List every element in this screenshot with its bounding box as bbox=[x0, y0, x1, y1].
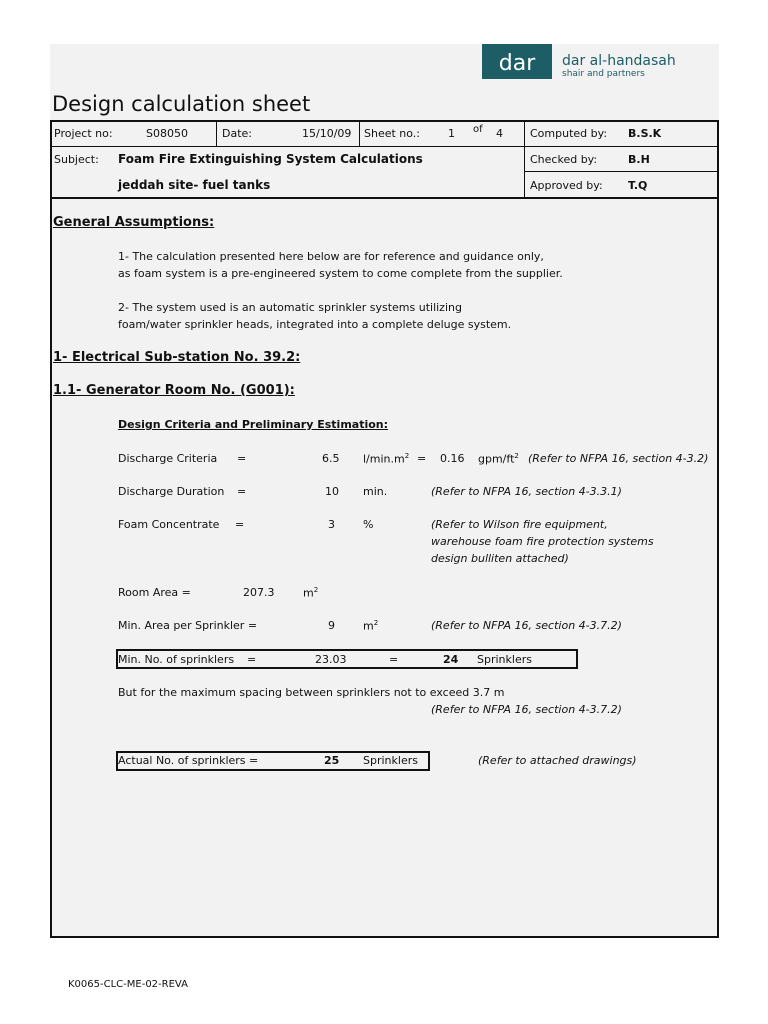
assumption-1-line-1: 1- The calculation presented here below are for reference and guidance only, bbox=[118, 250, 544, 263]
min-area-unit: $m^2$ bbox=[363, 619, 379, 633]
date-label: Date: bbox=[222, 127, 252, 140]
criteria-heading: Design Criteria and Preliminary Estimation: bbox=[118, 418, 389, 431]
logo-mark bbox=[482, 44, 552, 79]
discharge-criteria-eq2: = bbox=[417, 452, 427, 465]
subject-line-2: jeddah site- fuel tanks bbox=[118, 178, 271, 192]
subject-label: Subject: bbox=[54, 153, 99, 166]
approved-by: T.Q bbox=[628, 179, 648, 192]
room-area-label: Room Area = bbox=[118, 586, 191, 599]
approved-by-label: Approved by: bbox=[530, 179, 603, 192]
discharge-criteria-value: 6.5 bbox=[322, 452, 340, 465]
header-table bbox=[50, 120, 719, 199]
min-area-label: Min. Area per Sprinkler = bbox=[118, 619, 258, 632]
actual-sprinklers-value: 25 bbox=[324, 754, 340, 767]
sheet-no: 1 bbox=[448, 127, 455, 140]
discharge-criteria-value2: 0.16 bbox=[440, 452, 465, 465]
actual-sprinklers-unit: Sprinklers bbox=[363, 754, 418, 767]
min-sprinklers-eq: = bbox=[247, 653, 257, 666]
section-1-heading: 1- Electrical Sub-station No. 39.2: bbox=[53, 350, 301, 365]
date-value: 15/10/09 bbox=[302, 127, 352, 140]
spacing-text: But for the maximum spacing between sprinklers not to exceed 3.7 m bbox=[118, 686, 505, 699]
actual-sprinklers-ref: (Refer to attached drawings) bbox=[478, 754, 637, 767]
discharge-duration-unit: min. bbox=[363, 485, 388, 498]
computed-by-label: Computed by: bbox=[530, 127, 608, 140]
discharge-criteria-ref: (Refer to NFPA 16, section 4-3.2) bbox=[528, 452, 709, 465]
discharge-criteria-unit: $l/\min.m^2$ bbox=[363, 452, 410, 466]
min-area-value: 9 bbox=[328, 619, 335, 632]
spacing-ref: (Refer to NFPA 16, section 4-3.7.2) bbox=[431, 703, 622, 716]
foam-ref-line-1: (Refer to Wilson fire equipment, bbox=[431, 518, 608, 531]
sheet-of: of bbox=[473, 124, 483, 135]
discharge-criteria-unit2: gpm/$ft^2$ bbox=[478, 452, 519, 466]
discharge-duration-ref: (Refer to NFPA 16, section 4-3.3.1) bbox=[431, 485, 622, 498]
room-area-value: 207.3 bbox=[243, 586, 275, 599]
document-code: K0065-CLC-ME-02-REVA bbox=[68, 979, 188, 990]
foam-concentrate-unit: % bbox=[363, 518, 374, 531]
foam-ref-line-2: warehouse foam fire protection systems bbox=[431, 535, 654, 548]
logo-mark-text: dar bbox=[498, 51, 536, 76]
calculation-body bbox=[50, 197, 719, 938]
room-area-unit: $m^2$ bbox=[303, 586, 319, 600]
assumption-1-line-2: as foam system is a pre-engineered system to come complete from the supplier. bbox=[118, 267, 563, 280]
checked-by-label: Checked by: bbox=[530, 153, 598, 166]
project-no-label: Project no: bbox=[54, 127, 113, 140]
foam-concentrate-value: 3 bbox=[328, 518, 335, 531]
discharge-criteria-label: Discharge Criteria bbox=[118, 452, 218, 465]
checked-by: B.H bbox=[628, 153, 650, 166]
foam-concentrate-label: Foam Concentrate bbox=[118, 518, 220, 531]
page-title: Design calculation sheet bbox=[52, 92, 311, 116]
min-sprinklers-eq2: = bbox=[389, 653, 399, 666]
discharge-duration-value: 10 bbox=[325, 485, 339, 498]
section-1-1-heading: 1.1- Generator Room No. (G001): bbox=[53, 383, 295, 398]
assumptions-heading: General Assumptions: bbox=[53, 215, 215, 230]
min-sprinklers-unit: Sprinklers bbox=[477, 653, 532, 666]
assumption-2-line-2: foam/water sprinkler heads, integrated into a complete deluge system. bbox=[118, 318, 512, 331]
discharge-duration-eq: = bbox=[237, 485, 247, 498]
calculation-sheet bbox=[50, 44, 719, 938]
sheet-no-label: Sheet no.: bbox=[364, 127, 421, 140]
sheet-total: 4 bbox=[496, 127, 503, 140]
actual-sprinklers-label: Actual No. of sprinklers = bbox=[118, 754, 259, 767]
min-sprinklers-rounded: 24 bbox=[443, 653, 459, 666]
logo-tagline: shair and partners bbox=[562, 69, 645, 79]
min-sprinklers-value: 23.03 bbox=[315, 653, 347, 666]
computed-by: B.S.K bbox=[628, 127, 662, 140]
project-no: S08050 bbox=[146, 127, 188, 140]
foam-ref-line-3: design bulliten attached) bbox=[431, 552, 569, 565]
min-sprinklers-label: Min. No. of sprinklers bbox=[118, 653, 235, 666]
logo-name: dar al-handasah bbox=[562, 53, 676, 69]
subject-line-1: Foam Fire Extinguishing System Calculations bbox=[118, 152, 423, 166]
assumption-2-line-1: 2- The system used is an automatic sprinkler systems utilizing bbox=[118, 301, 462, 314]
discharge-duration-label: Discharge Duration bbox=[118, 485, 225, 498]
discharge-criteria-eq: = bbox=[237, 452, 247, 465]
min-area-ref: (Refer to NFPA 16, section 4-3.7.2) bbox=[431, 619, 622, 632]
foam-concentrate-eq: = bbox=[235, 518, 245, 531]
